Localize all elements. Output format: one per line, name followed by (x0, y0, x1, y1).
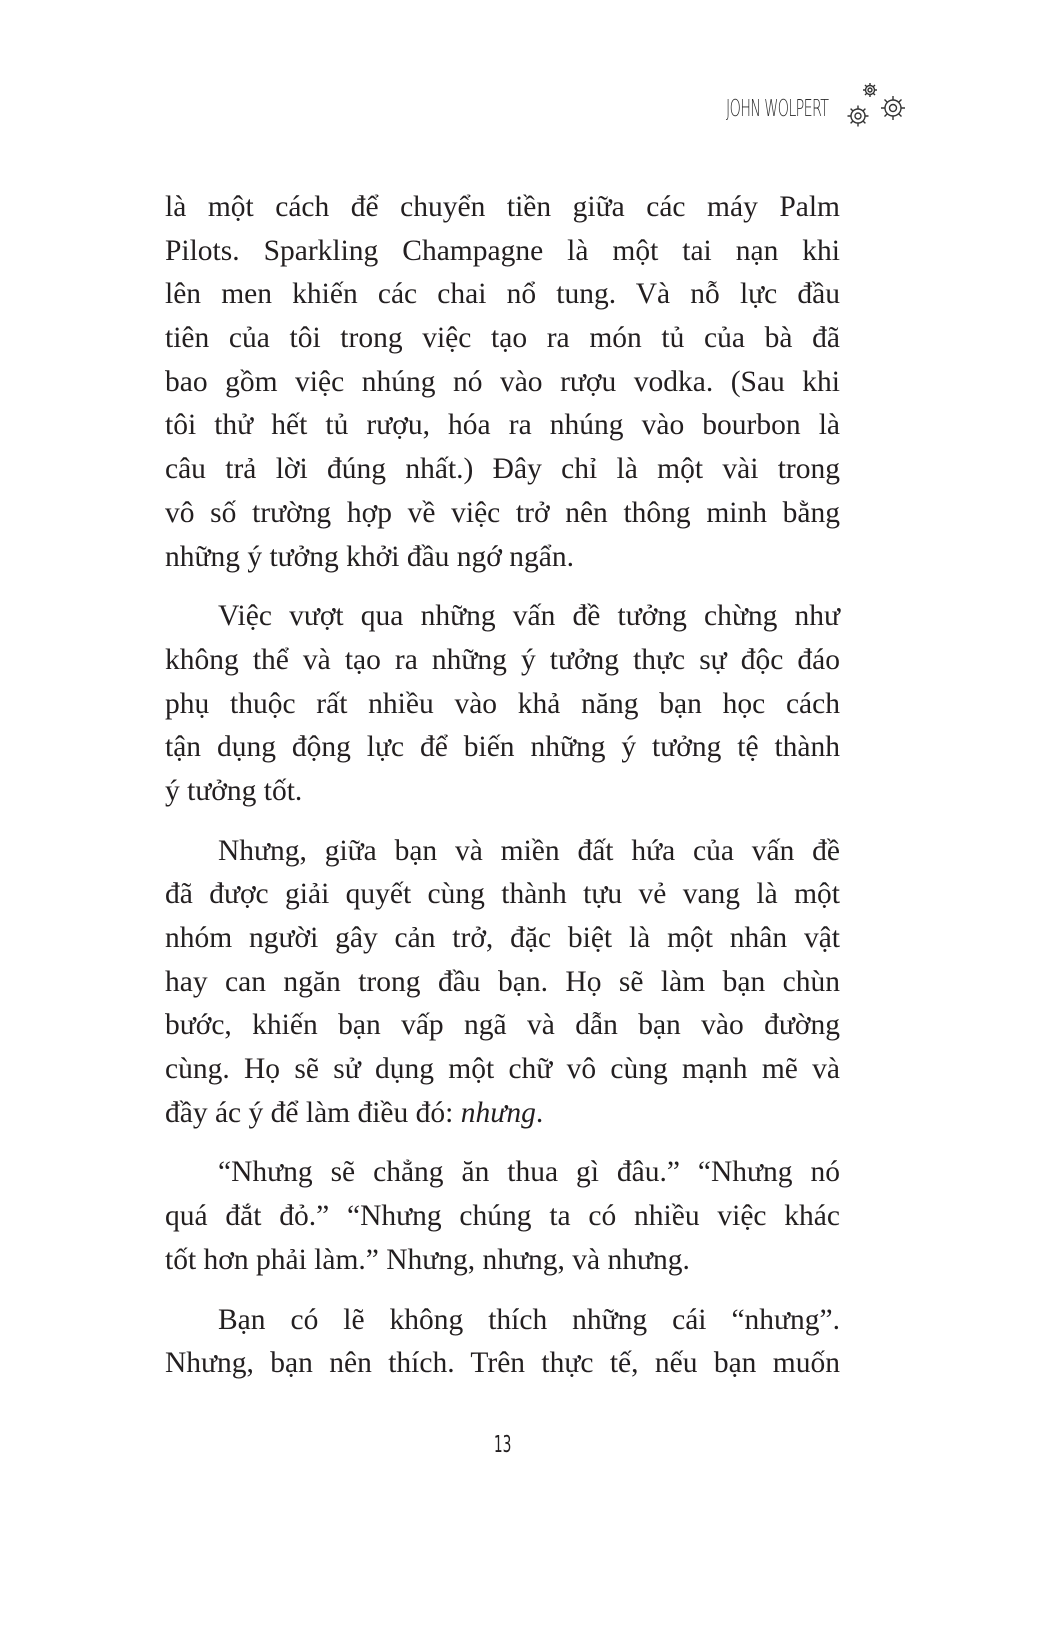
text-line: quá đắt đỏ.” “Nhưng chúng ta có nhiều việc khác (165, 1200, 840, 1233)
text-line: tốt hơn phải làm.” Nhưng, nhưng, và nhưng. (165, 1243, 690, 1276)
paragraph (165, 1299, 840, 1386)
text-line: tôi thử hết tủ rượu, hóa ra nhúng vào bourbon là (165, 409, 840, 442)
text-line: những ý tưởng khởi đầu ngớ ngẩn. (165, 540, 574, 573)
text-line: Nhưng, bạn nên thích. Trên thực tế, nếu bạn muốn (165, 1347, 840, 1380)
paragraph (165, 595, 840, 813)
text-line: hay can ngăn trong đầu bạn. Họ sẽ làm bạn chùn (165, 965, 840, 998)
paragraph (165, 830, 840, 1136)
text-line: câu trả lời đúng nhất.) Đây chỉ là một vài trong (165, 453, 840, 486)
text-line: lên men khiến các chai nổ tung. Và nỗ lực đầu (165, 278, 840, 311)
page-number-text: 13 (494, 1432, 512, 1458)
text-line: tận dụng động lực để biến những ý tưởng tệ thành (165, 731, 840, 764)
text-line: Bạn có lẽ không thích những cái “nhưng”. (218, 1303, 840, 1336)
text-line: nhóm người gây cản trở, đặc biệt là một nhân vật (165, 922, 840, 954)
text-line: “Nhưng sẽ chẳng ăn thua gì đâu.” “Nhưng nó (218, 1156, 840, 1189)
paragraph (165, 186, 840, 579)
text-line: đã được giải quyết cùng thành tựu vẻ vang là một (165, 878, 840, 911)
text-line (165, 1092, 840, 1136)
text-line: cùng. Họ sẽ sử dụng một chữ vô cùng mạnh mẽ và (165, 1053, 840, 1086)
text-line: Pilots. Sparkling Champagne là một tai nạn khi (165, 234, 840, 267)
text-fragment: . (535, 1096, 544, 1129)
text-line: bao gồm việc nhúng nó vào rượu vodka. (Sau khi (165, 365, 840, 398)
text-line: Nhưng, giữa bạn và miền đất hứa của vấn đề (218, 834, 840, 867)
text-line: ý tưởng tốt. (165, 774, 303, 807)
gears-icon (846, 78, 908, 130)
body-text (165, 186, 840, 1402)
text-fragment: đầy ác ý để làm điều đó: (165, 1096, 461, 1129)
page-number (0, 1432, 1006, 1458)
text-line: là một cách để chuyển tiền giữa các máy Palm (165, 191, 840, 223)
text-line: không thể và tạo ra những ý tưởng thực sự độc đáo (165, 643, 840, 676)
text-line: vô số trường hợp về việc trở nên thông minh bằng (165, 496, 840, 529)
emphasis: nhưng (460, 1096, 536, 1129)
author-name: JOHN WOLPERT (726, 96, 829, 122)
text-line: tiên của tôi trong việc tạo ra món tủ của bà đã (165, 322, 840, 355)
paragraph (165, 1151, 840, 1282)
text-line: Việc vượt qua những vấn đề tưởng chừng như (218, 600, 840, 633)
text-line: phụ thuộc rất nhiều vào khả năng bạn học cách (165, 687, 840, 720)
text-line: bước, khiến bạn vấp ngã và dẫn bạn vào đường (165, 1009, 840, 1042)
